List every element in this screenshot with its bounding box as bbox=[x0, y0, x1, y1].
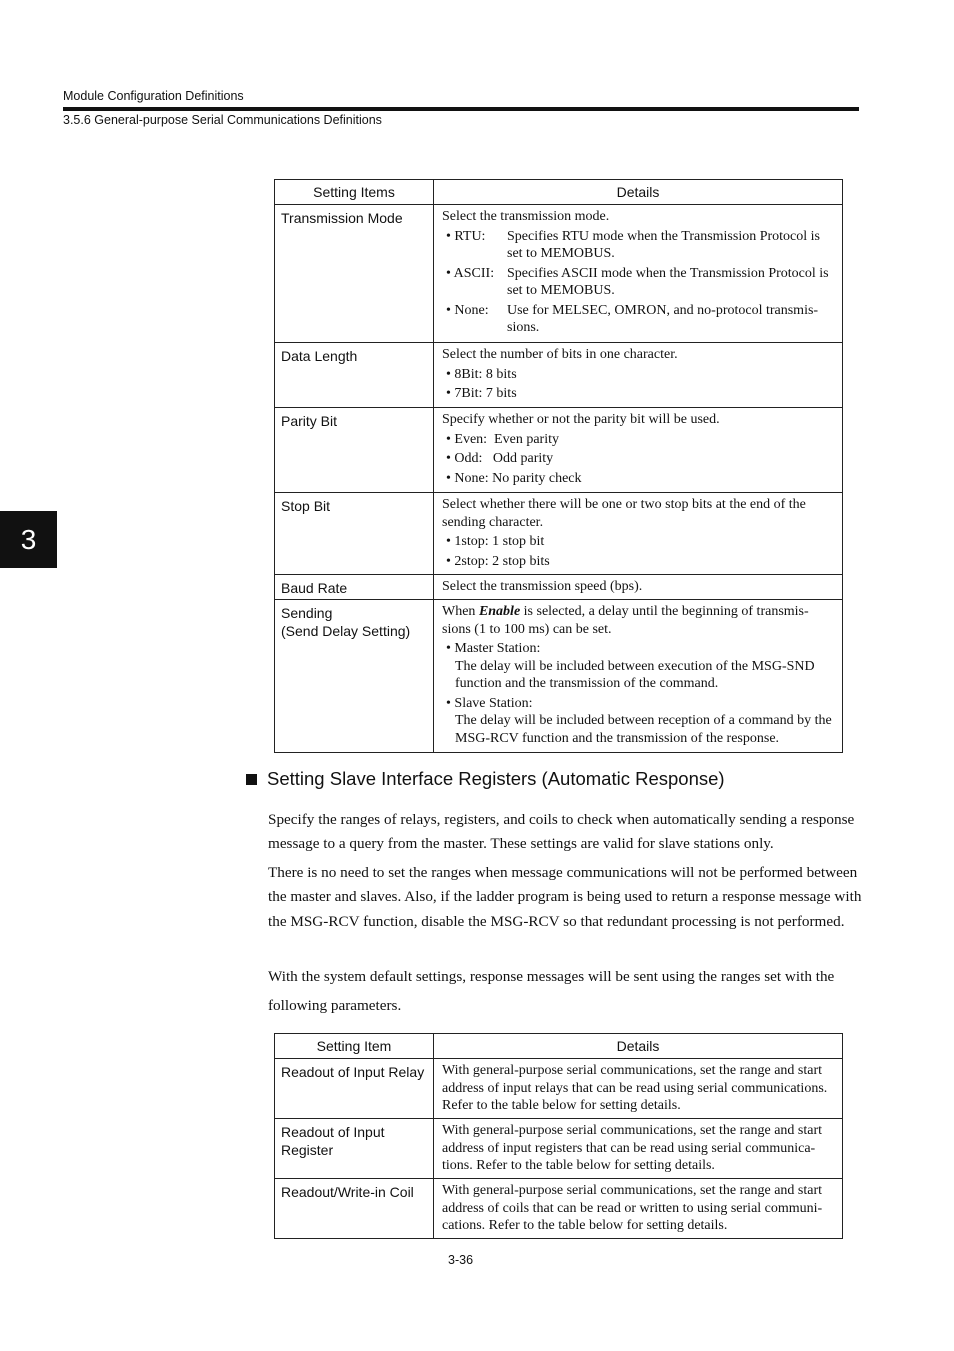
setting-item: Transmission Mode bbox=[275, 205, 434, 343]
setting-details: With general-purpose serial communications, set the range and start address of input registers that can be read using serial communica-tions. Refer to the table below for setting details. bbox=[434, 1119, 843, 1179]
table-row bbox=[275, 1119, 843, 1179]
bullet-text: • 7Bit: 7 bits bbox=[446, 386, 517, 401]
chapter-tab: 3 bbox=[0, 511, 57, 568]
bullet-label: • Slave Station: bbox=[446, 695, 533, 711]
setting-item: Parity Bit bbox=[275, 408, 434, 493]
bullet-text: • 1stop: 1 stop bit bbox=[446, 534, 545, 549]
body-paragraph: Specify the ranges of relays, registers, and coils to check when automatically sending a response message to a query from the master. These settings are valid for slave stations only. bbox=[268, 811, 855, 853]
section-heading bbox=[246, 768, 725, 790]
table-row bbox=[275, 493, 843, 575]
setting-details bbox=[434, 600, 843, 753]
column-header-details: Details bbox=[434, 180, 843, 205]
running-header-chapter: Module Configuration Definitions bbox=[63, 89, 244, 103]
bullet-label: • ASCII: bbox=[446, 265, 495, 281]
intro-text: is selected, a delay until the beginning of transmis-sions (1 to 100 ms) can be set. bbox=[442, 604, 809, 637]
column-header-item: Setting Items bbox=[275, 180, 434, 205]
details-intro: Select whether there will be one or two stop bits at the end of the sending character. bbox=[442, 497, 806, 530]
bullet-text: • Odd: Odd parity bbox=[446, 451, 554, 466]
bullet-label: • RTU: bbox=[446, 228, 486, 244]
bullet-label: • Master Station: bbox=[446, 641, 541, 656]
setting-details bbox=[434, 493, 843, 575]
table-row bbox=[275, 205, 843, 343]
details-intro: Select the number of bits in one character. bbox=[442, 347, 678, 362]
registers-table bbox=[274, 1033, 843, 1239]
setting-item bbox=[275, 600, 434, 753]
header-rule bbox=[63, 107, 859, 111]
intro-emphasis: Enable bbox=[478, 604, 521, 619]
square-bullet-icon bbox=[246, 774, 257, 785]
bullet-text: • None: No parity check bbox=[446, 470, 582, 486]
details-intro: Select the transmission speed (bps). bbox=[442, 579, 643, 594]
table-row bbox=[275, 575, 843, 600]
bullet-text: • 8Bit: 8 bits bbox=[446, 366, 517, 382]
setting-details bbox=[434, 575, 843, 600]
bullet-text: The delay will be included between execution of the MSG-SND function and the transmission of the command. bbox=[455, 658, 815, 691]
setting-item: Readout/Write-in Coil bbox=[275, 1179, 434, 1239]
setting-item-line: Register bbox=[281, 1142, 334, 1158]
setting-details: With general-purpose serial communications, set the range and start address of coils that can be read or written to using serial communi-cations. Refer to the table below for setting details. bbox=[434, 1179, 843, 1239]
table-header-row bbox=[275, 180, 843, 205]
setting-details: With general-purpose serial communications, set the range and start address of input relays that can be read using serial communications. Refer to the table below for setting details. bbox=[434, 1059, 843, 1119]
section-heading-text: Setting Slave Interface Registers (Automatic Response) bbox=[267, 768, 725, 789]
setting-item-line: Readout of Input bbox=[281, 1124, 385, 1140]
bullet-text: • 2stop: 2 stop bits bbox=[446, 553, 550, 569]
setting-item: Readout of Input Relay bbox=[275, 1059, 434, 1119]
bullet-text: The delay will be included between reception of a command by the MSG-RCV function and the transmission of the response. bbox=[455, 713, 832, 746]
setting-details bbox=[434, 343, 843, 408]
setting-item-line: (Send Delay Setting) bbox=[281, 623, 411, 639]
table-row bbox=[275, 408, 843, 493]
running-header-section: 3.5.6 General-purpose Serial Communications Definitions bbox=[63, 113, 382, 127]
table-row bbox=[275, 600, 843, 753]
details-intro: Specify whether or not the parity bit will be used. bbox=[442, 412, 720, 427]
bullet-text: Specifies ASCII mode when the Transmission Protocol is set to MEMOBUS. bbox=[507, 265, 829, 298]
setting-details bbox=[434, 408, 843, 493]
setting-item: Stop Bit bbox=[275, 493, 434, 575]
bullet-text: • Even: Even parity bbox=[446, 431, 559, 447]
intro-text: When bbox=[442, 604, 479, 619]
details-intro: Select the transmission mode. bbox=[442, 209, 610, 224]
bullet-text: Use for MELSEC, OMRON, and no-protocol transmis-sions. bbox=[507, 302, 819, 335]
bullet-text: Specifies RTU mode when the Transmission Protocol is set to MEMOBUS. bbox=[507, 228, 820, 261]
setting-item: Data Length bbox=[275, 343, 434, 408]
setting-item: Baud Rate bbox=[275, 575, 434, 600]
body-paragraph: With the system default settings, response messages will be sent using the ranges set with the following parameters. bbox=[268, 968, 835, 1014]
details-intro bbox=[442, 603, 834, 638]
table-header-row bbox=[275, 1034, 843, 1059]
table-row bbox=[275, 343, 843, 408]
table-row bbox=[275, 1179, 843, 1239]
bullet-label: • None: bbox=[446, 302, 489, 318]
setting-item-line: Sending bbox=[281, 605, 333, 621]
setting-item bbox=[275, 1119, 434, 1179]
setting-details bbox=[434, 205, 843, 343]
column-header-details: Details bbox=[434, 1034, 843, 1059]
page-number: 3-36 bbox=[448, 1253, 474, 1267]
body-paragraph: There is no need to set the ranges when message communications will not be performed between the master and slaves. Also, if the ladder program is being used to return a response message with the MSG-RCV function, disable the MSG-RCV so that redundant processing is not performed. bbox=[268, 864, 862, 930]
column-header-item: Setting Item bbox=[275, 1034, 434, 1059]
table-row bbox=[275, 1059, 843, 1119]
settings-table bbox=[274, 179, 843, 753]
